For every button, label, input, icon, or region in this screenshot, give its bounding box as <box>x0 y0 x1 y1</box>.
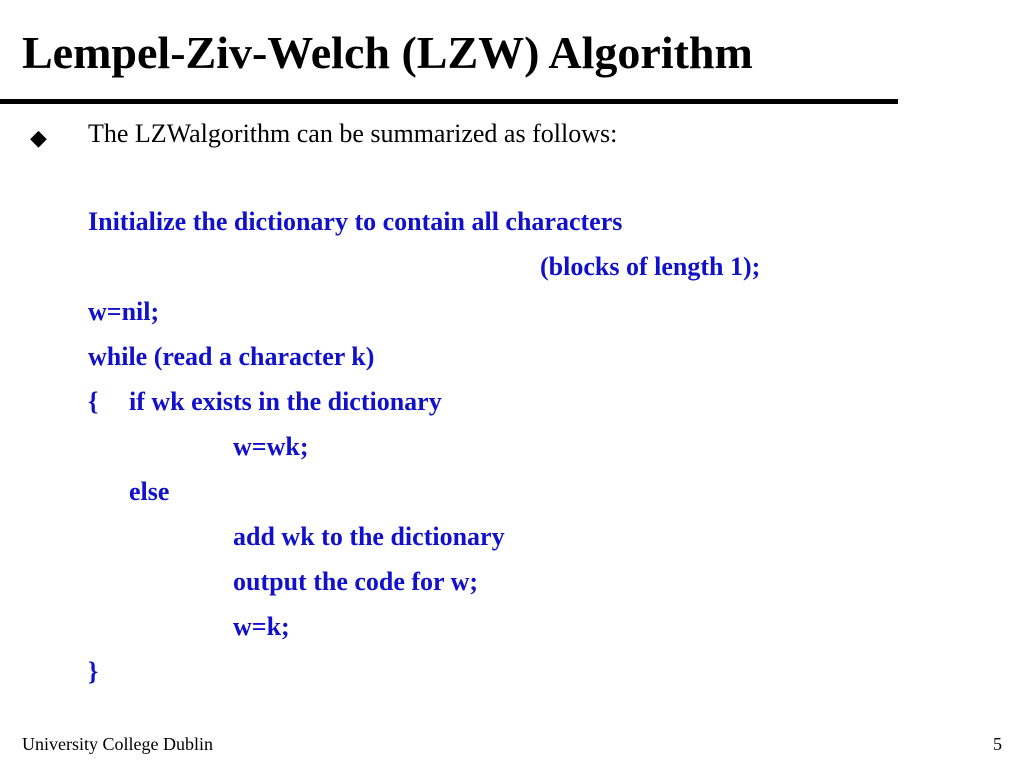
code-close-brace: } <box>88 657 99 686</box>
code-line-while: while (read a character k) <box>88 342 375 371</box>
code-line-blocks: (blocks of length 1); <box>540 252 761 281</box>
code-line-initialize: Initialize the dictionary to contain all characters <box>88 207 623 236</box>
code-line-if: if wk exists in the dictionary <box>129 387 442 416</box>
code-line-else: else <box>129 477 170 506</box>
code-open-brace: { <box>88 387 99 416</box>
code-line-output: output the code for w; <box>233 567 479 596</box>
pseudocode-block <box>88 0 988 768</box>
code-line-w-nil: w=nil; <box>88 297 160 326</box>
slide-title: Lempel-Ziv-Welch (LZW) Algorithm <box>22 27 753 78</box>
page-number: 5 <box>993 734 1002 754</box>
footer-institution: University College Dublin <box>22 734 213 754</box>
code-line-w-wk: w=wk; <box>233 432 309 461</box>
bullet-text: The LZWalgorithm can be summarized as follows: <box>88 119 618 148</box>
code-line-w-k: w=k; <box>233 612 290 641</box>
code-line-add-wk: add wk to the dictionary <box>233 522 505 551</box>
diamond-bullet-icon: ◆ <box>30 125 47 150</box>
